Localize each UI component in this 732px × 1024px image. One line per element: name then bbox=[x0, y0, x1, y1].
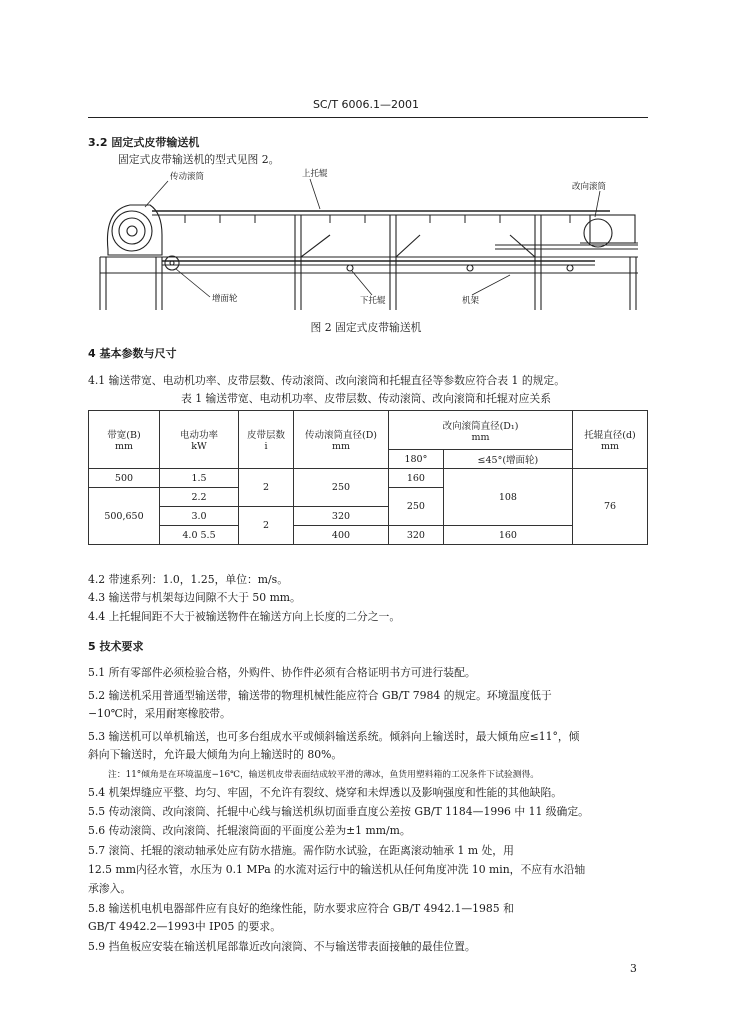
th-belt-layers-symbol: i bbox=[264, 441, 268, 452]
th-belt-layers: 皮带层数 bbox=[246, 430, 285, 441]
section-3-2-heading: 3.2 固定式皮带输送机 bbox=[88, 136, 200, 149]
cell-turn45-160: 160 bbox=[443, 526, 572, 545]
th-turn-45: ≤45°(增面轮) bbox=[443, 450, 572, 469]
para-4-1: 4.1 输送带宽、电动机功率、皮带层数、传动滚筒、改向滚筒和托辊直径等参数应符合表 1 的规定。 bbox=[88, 374, 566, 387]
cell-power-3-0: 3.0 bbox=[160, 507, 239, 526]
table-cell bbox=[573, 411, 648, 469]
label-drive-drum: 传动滚筒 bbox=[170, 172, 205, 182]
para-5-7-line1: 5.7 滚筒、托辊的滚动轴承处应有防水措施。需作防水试验，在距离滚动轴承 1 m 处，用 bbox=[88, 844, 514, 857]
th-drive-drum-unit: mm bbox=[331, 441, 351, 452]
label-frame: 机架 bbox=[462, 296, 480, 306]
table-1-title: 表 1 输送带宽、电动机功率、皮带层数、传动滚筒、改向滚筒和托辊对应关系 bbox=[180, 392, 552, 405]
para-5-8-line1: 5.8 输送机电机电器部件应有良好的绝缘性能，防水要求应符合 GB/T 4942.1—1985 和 bbox=[88, 902, 514, 915]
para-5-3-line2: 斜向下输送时，允许最大倾角为向上输送时的 80%。 bbox=[88, 748, 343, 761]
table-cell bbox=[294, 411, 389, 469]
para-5-7-line2: 12.5 mm内径水管，水压为 0.1 MPa 的水流对运行中的输送机从任何角度冲洗 10 min，不应有水沿轴 bbox=[88, 863, 586, 876]
section-5-heading: 5 技术要求 bbox=[88, 640, 144, 653]
cell-width-500-650: 500,650 bbox=[89, 488, 160, 545]
conveyor-diagram bbox=[90, 165, 650, 325]
cell-idler-76: 76 bbox=[573, 469, 648, 545]
para-4-4: 4.4 上托辊间距不大于被输送物件在输送方向上长度的二分之一。 bbox=[88, 610, 401, 623]
para-5-6: 5.6 传动滚筒、改向滚筒、托辊滚筒面的平面度公差为±1 mm/m。 bbox=[88, 824, 411, 837]
table-cell bbox=[89, 411, 160, 469]
figure-caption: 图 2 固定式皮带输送机 bbox=[310, 321, 422, 334]
table-cell bbox=[160, 411, 239, 469]
cell-drive-400: 400 bbox=[294, 526, 389, 545]
label-lower-idler: 下托辊 bbox=[360, 296, 386, 306]
label-upper-idler: 上托辊 bbox=[302, 169, 328, 179]
th-drive-drum-dia: 传动滚筒直径(D) bbox=[304, 430, 378, 441]
para-5-2-line1: 5.2 输送机采用普通型输送带，输送带的物理机械性能应符合 GB/T 7984 的规定。环境温度低于 bbox=[88, 689, 552, 702]
bend-pulley bbox=[165, 256, 179, 270]
standard-number-header: SC/T 6006.1—2001 bbox=[312, 98, 420, 111]
cell-turn45-108: 108 bbox=[443, 469, 572, 526]
drive-drum-housing bbox=[107, 205, 162, 255]
cell-layers-b: 2 bbox=[239, 507, 294, 545]
para-5-1: 5.1 所有零部件必须检验合格，外购件、协作件必须有合格证明书方可进行装配。 bbox=[88, 666, 476, 679]
th-idler-unit: mm bbox=[600, 441, 620, 452]
th-belt-width-unit: mm bbox=[114, 441, 134, 452]
label-bend-pulley: 增面轮 bbox=[212, 294, 238, 304]
para-5-9: 5.9 挡鱼板应安装在输送机尾部靠近改向滚筒、不与输送带表面接触的最佳位置。 bbox=[88, 940, 476, 953]
parameter-table bbox=[88, 410, 648, 545]
cell-turn-160: 160 bbox=[389, 469, 444, 488]
para-4-2: 4.2 带速系列：1.0，1.25，单位：m/s。 bbox=[88, 573, 288, 586]
label-turn-drum: 改向滚筒 bbox=[572, 182, 607, 192]
cell-drive-320: 320 bbox=[294, 507, 389, 526]
th-idler-dia: 托辊直径(d) bbox=[584, 430, 636, 441]
para-5-8-line2: GB/T 4942.2—1993中 IP05 的要求。 bbox=[88, 920, 281, 933]
section-3-2-text: 固定式皮带输送机的型式见图 2。 bbox=[118, 153, 280, 166]
para-5-4: 5.4 机架焊缝应平整、均匀、牢固，不允许有裂纹、烧穿和未焊透以及影响强度和性能的其他缺陷。 bbox=[88, 786, 563, 799]
table-cell bbox=[239, 411, 294, 469]
cell-power-2-2: 2.2 bbox=[160, 488, 239, 507]
header-rule bbox=[88, 117, 648, 118]
section-4-heading: 4 基本参数与尺寸 bbox=[88, 347, 177, 360]
cell-turn-320: 320 bbox=[389, 526, 444, 545]
cell-layers-a: 2 bbox=[239, 469, 294, 507]
para-5-7-line3: 承渗入。 bbox=[88, 882, 132, 895]
cell-power-1-5: 1.5 bbox=[160, 469, 239, 488]
para-5-5: 5.5 传动滚筒、改向滚筒、托辊中心线与输送机纵切面垂直度公差按 GB/T 1184—1996 中 11 级确定。 bbox=[88, 805, 589, 818]
para-5-2-line2: −10℃时，采用耐寒橡胶带。 bbox=[88, 707, 231, 720]
note-5-3: 注：11°倾角是在环境温度−16℃，输送机皮带表面结成较平滑的薄冰，鱼货用塑料箱的工况条件下试验测得。 bbox=[108, 770, 540, 780]
cell-width-500: 500 bbox=[89, 469, 160, 488]
para-4-3: 4.3 输送带与机架每边间隙不大于 50 mm。 bbox=[88, 591, 301, 604]
page-number: 3 bbox=[630, 962, 637, 975]
th-turn-drum-unit: mm bbox=[471, 431, 490, 443]
th-belt-width: 带宽(B) bbox=[107, 430, 141, 441]
table-cell bbox=[389, 411, 573, 450]
th-turn-180: 180° bbox=[389, 450, 444, 469]
para-5-3-line1: 5.3 输送机可以单机输送，也可多台组成水平或倾斜输送系统。倾斜向上输送时，最大倾角应≤11°，倾 bbox=[88, 730, 580, 743]
cell-turn-250: 250 bbox=[389, 488, 444, 526]
th-motor-power: 电动功率 bbox=[179, 430, 218, 441]
th-motor-power-unit: kW bbox=[191, 441, 207, 452]
cell-drive-250: 250 bbox=[294, 469, 389, 507]
th-turn-drum-dia: 改向滚筒直径(D₁) bbox=[442, 420, 519, 432]
cell-power-4-0-5-5: 4.0 5.5 bbox=[160, 526, 239, 545]
